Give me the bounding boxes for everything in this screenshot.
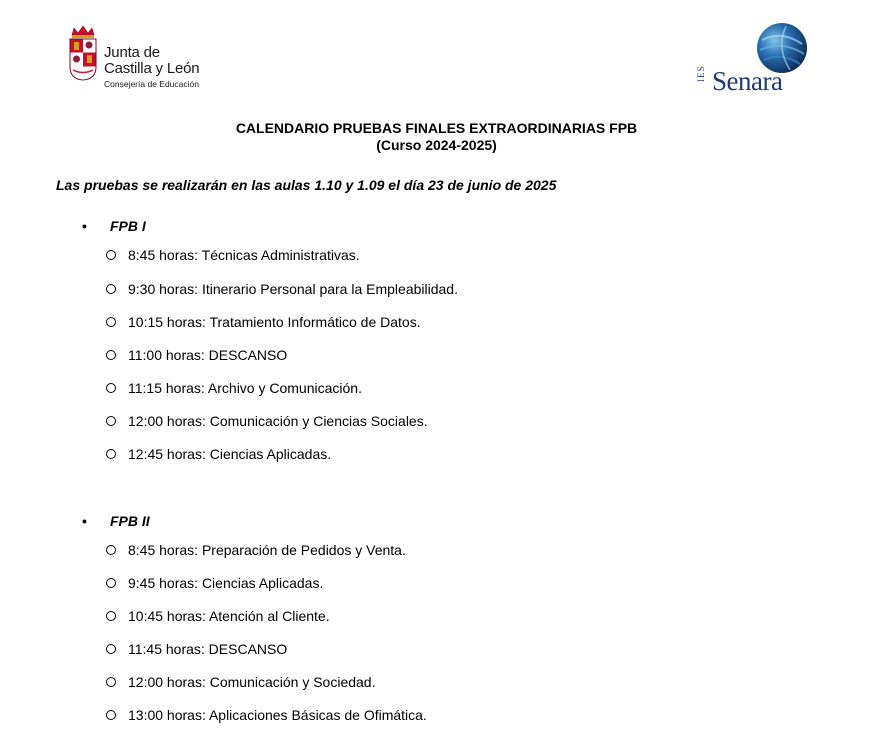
list-item-text: 12:45 horas: Ciencias Aplicadas. (128, 446, 332, 462)
list-item (106, 641, 287, 657)
list-item (106, 247, 360, 263)
circle-bullet-icon (106, 383, 116, 393)
circle-bullet-icon (106, 611, 116, 621)
list-item-text: 11:00 horas: DESCANSO (128, 347, 288, 363)
list-item-text: 12:00 horas: Comunicación y Ciencias Sociales. (128, 413, 428, 429)
document-title: CALENDARIO PRUEBAS FINALES EXTRAORDINARIAS FPB (235, 120, 638, 136)
circle-bullet-icon (106, 350, 116, 360)
junta-castilla-leon-logo (68, 25, 228, 95)
senara-ies-prefix: IES (696, 65, 706, 82)
circle-bullet-icon (106, 545, 116, 555)
list-item (106, 413, 428, 429)
list-item-text: 8:45 horas: Preparación de Pedidos y Venta. (128, 542, 406, 558)
circle-bullet-icon (106, 578, 116, 588)
jcyl-line2: Castilla y León (104, 60, 200, 77)
group-label-fpb-2 (82, 513, 150, 529)
bullet-icon: • (82, 218, 87, 234)
list-item (106, 575, 323, 591)
senara-name: Senara (712, 66, 783, 96)
jcyl-text-block (104, 45, 199, 90)
jcyl-subline: Consejería de Educación (104, 79, 199, 89)
group-label-fpb-1 (82, 218, 146, 234)
list-item-text: 13:00 horas: Aplicaciones Básicas de Ofimática. (128, 707, 427, 723)
circle-bullet-icon (106, 284, 116, 294)
list-item-text: 10:45 horas: Atención al Cliente. (128, 608, 330, 624)
list-item-text: 10:15 horas: Tratamiento Informático de Datos. (128, 314, 421, 330)
document-subtitle: (Curso 2024-2025) (376, 137, 497, 153)
group-label-text: FPB I (110, 218, 146, 234)
group-label-text: FPB II (110, 513, 150, 529)
list-item-text: 9:45 horas: Ciencias Aplicadas. (128, 575, 324, 591)
list-item-text: 9:30 horas: Itinerario Personal para la Empleabilidad. (128, 281, 458, 297)
circle-bullet-icon (106, 644, 116, 654)
list-item (106, 542, 406, 558)
bullet-icon: • (82, 513, 87, 529)
list-item (106, 446, 331, 462)
circle-bullet-icon (106, 449, 116, 459)
circle-bullet-icon (106, 250, 116, 260)
list-item (106, 347, 287, 363)
list-item (106, 281, 458, 297)
circle-bullet-icon (106, 710, 116, 720)
list-item (106, 380, 362, 396)
list-item-text: 11:45 horas: DESCANSO (128, 641, 288, 657)
coat-of-arms-icon (68, 25, 98, 81)
list-item (106, 314, 421, 330)
list-item-text: 8:45 horas: Técnicas Administrativas. (128, 247, 360, 263)
list-item (106, 674, 375, 690)
circle-bullet-icon (106, 416, 116, 426)
circle-bullet-icon (106, 677, 116, 687)
ies-senara-logo (698, 20, 813, 105)
list-item-text: 11:15 horas: Archivo y Comunicación. (128, 380, 362, 396)
list-item (106, 608, 330, 624)
jcyl-line1: Junta de (104, 44, 160, 61)
intro-text: Las pruebas se realizarán en las aulas 1.10 y 1.09 el día 23 de junio de 2025 (56, 177, 557, 193)
circle-bullet-icon (106, 317, 116, 327)
list-item-text: 12:00 horas: Comunicación y Sociedad. (128, 674, 376, 690)
list-item (106, 707, 427, 723)
